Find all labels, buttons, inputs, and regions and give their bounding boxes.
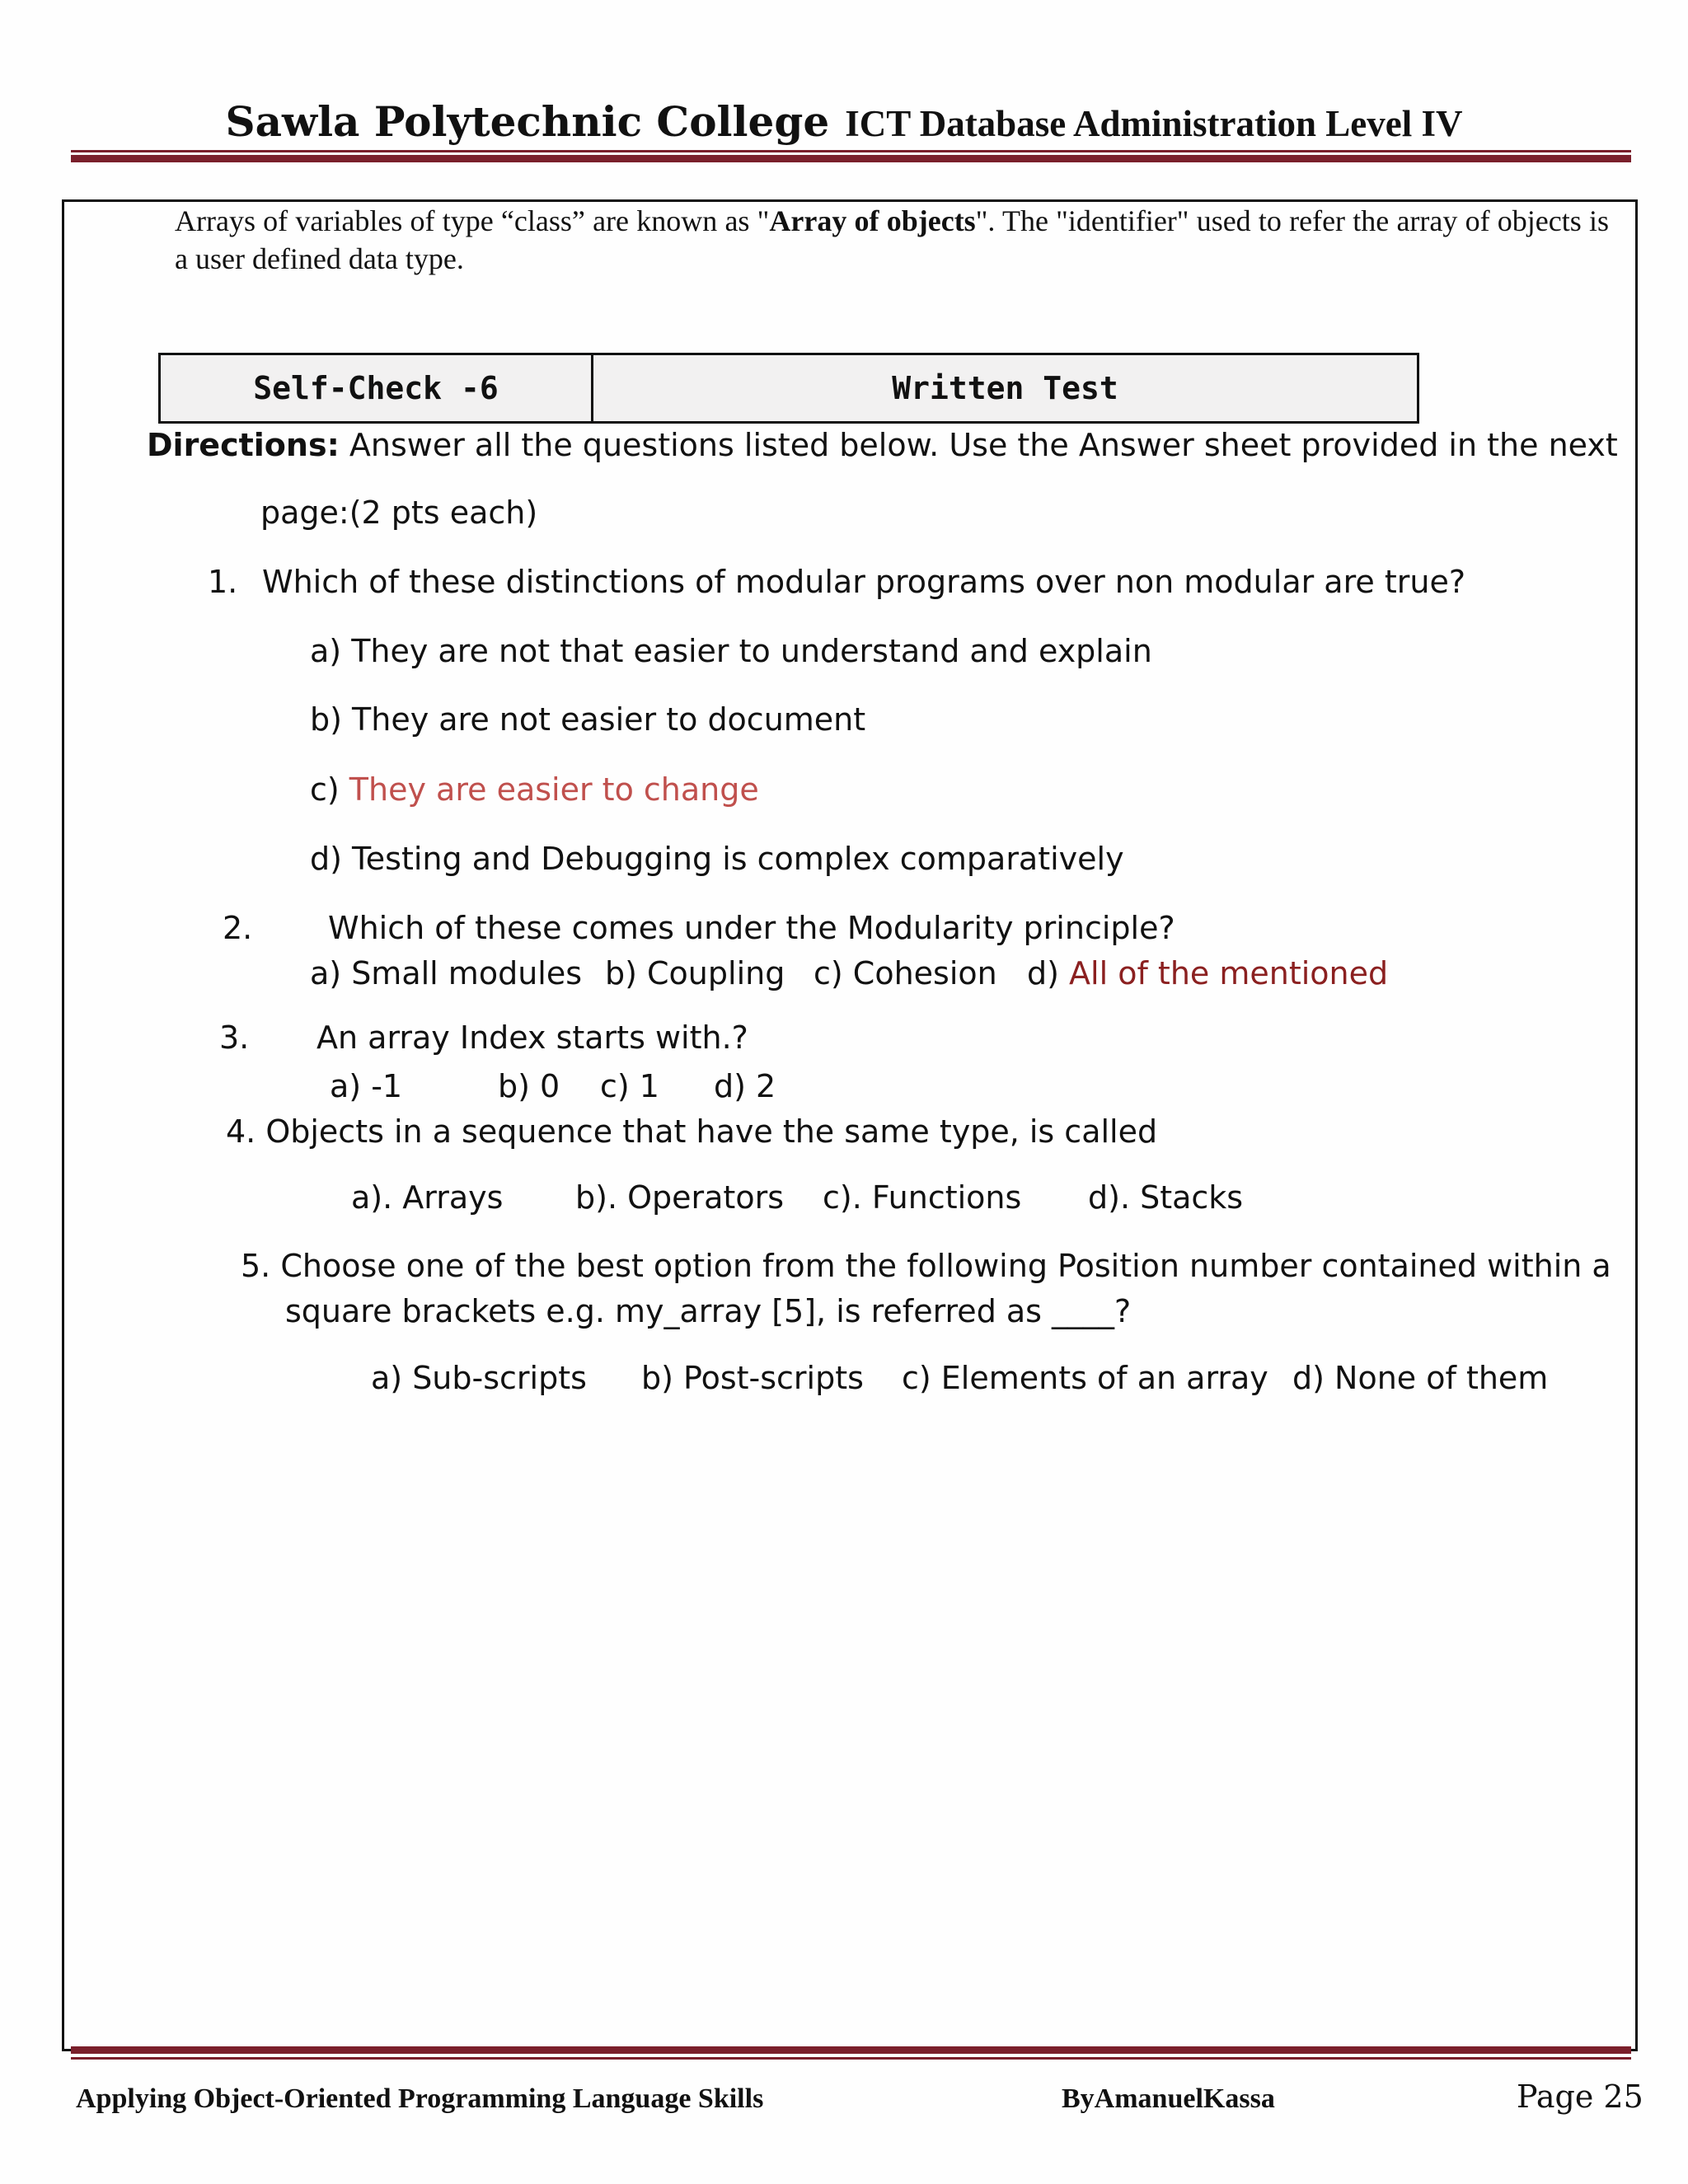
directions-label: Directions:	[147, 427, 340, 463]
question-1-number: 1.	[208, 564, 238, 600]
q5-option-a: a) Sub-scripts	[371, 1360, 587, 1396]
page-header	[0, 97, 1688, 146]
intro-text-start: Arrays of variables of type “class” are known as "	[175, 204, 770, 237]
q4-option-a: a). Arrays	[351, 1179, 504, 1216]
q2-option-d-prefix: d)	[1027, 955, 1070, 991]
q3-option-d: d) 2	[714, 1068, 776, 1104]
written-test-label: Written Test	[593, 354, 1418, 423]
footer-rule-thin	[71, 2057, 1631, 2060]
question-2-number: 2.	[223, 910, 253, 946]
q4-option-b: b). Operators	[575, 1179, 784, 1216]
question-5-line2: square brackets e.g. my_array [5], is referred as ____?	[285, 1293, 1132, 1329]
q1-option-b: b) They are not easier to document	[310, 701, 866, 738]
footer-author: ByAmanuelKassa	[1062, 2083, 1275, 2114]
q1-option-c-prefix: c)	[310, 771, 349, 808]
intro-bold-term: Array of objects	[769, 204, 976, 237]
directions	[147, 427, 1618, 463]
intro-paragraph	[175, 202, 1609, 278]
question-2-text: Which of these comes under the Modularity principle?	[328, 910, 1175, 946]
q2-option-c: c) Cohesion	[814, 955, 997, 991]
footer-module-title: Applying Object-Oriented Programming Language Skills	[76, 2083, 764, 2114]
question-3-text: An array Index starts with.?	[316, 1019, 748, 1056]
q3-option-a: a) -1	[330, 1068, 403, 1104]
self-check-table	[158, 353, 1419, 424]
footer-rule-thick	[71, 2046, 1631, 2054]
q2-option-d	[1027, 955, 1388, 991]
q5-option-b: b) Post-scripts	[641, 1360, 864, 1396]
question-1-text: Which of these distinctions of modular programs over non modular are true?	[262, 564, 1465, 600]
course-title: ICT Database Administration Level IV	[845, 103, 1463, 144]
question-4-text: 4. Objects in a sequence that have the same type, is called	[226, 1113, 1158, 1150]
q1-answer-highlight: They are easier to change	[349, 771, 759, 808]
question-5-line1: 5. Choose one of the best option from the following Position number contained within a	[241, 1248, 1611, 1284]
q5-option-d: d) None of them	[1292, 1360, 1549, 1396]
college-name: Sawla Polytechnic College	[225, 97, 830, 146]
q3-option-c: c) 1	[600, 1068, 659, 1104]
q2-option-a: a) Small modules	[310, 955, 583, 991]
q2-option-b: b) Coupling	[605, 955, 785, 991]
question-3-number: 3.	[219, 1019, 250, 1056]
self-check-label: Self-Check -6	[160, 354, 593, 423]
q1-option-c	[310, 771, 759, 808]
header-rule-thick	[71, 155, 1631, 162]
q1-option-d: d) Testing and Debugging is complex comparatively	[310, 841, 1124, 877]
q5-option-c: c) Elements of an array	[902, 1360, 1268, 1396]
q4-option-d: d). Stacks	[1088, 1179, 1244, 1216]
q3-option-b: b) 0	[498, 1068, 560, 1104]
header-rule-thin	[71, 150, 1631, 152]
page-number: Page 25	[1517, 2079, 1643, 2115]
directions-line2: page:(2 pts each)	[260, 494, 538, 531]
directions-line1: Answer all the questions listed below. Use the Answer sheet provided in the next	[349, 427, 1618, 463]
q1-option-a: a) They are not that easier to understand and explain	[310, 633, 1152, 669]
q2-answer-highlight: All of the mentioned	[1069, 955, 1389, 991]
q4-option-c: c). Functions	[823, 1179, 1022, 1216]
intro-text-end: ". The "identifier" used to refer the array of objects is a user defined data type.	[175, 204, 1609, 275]
